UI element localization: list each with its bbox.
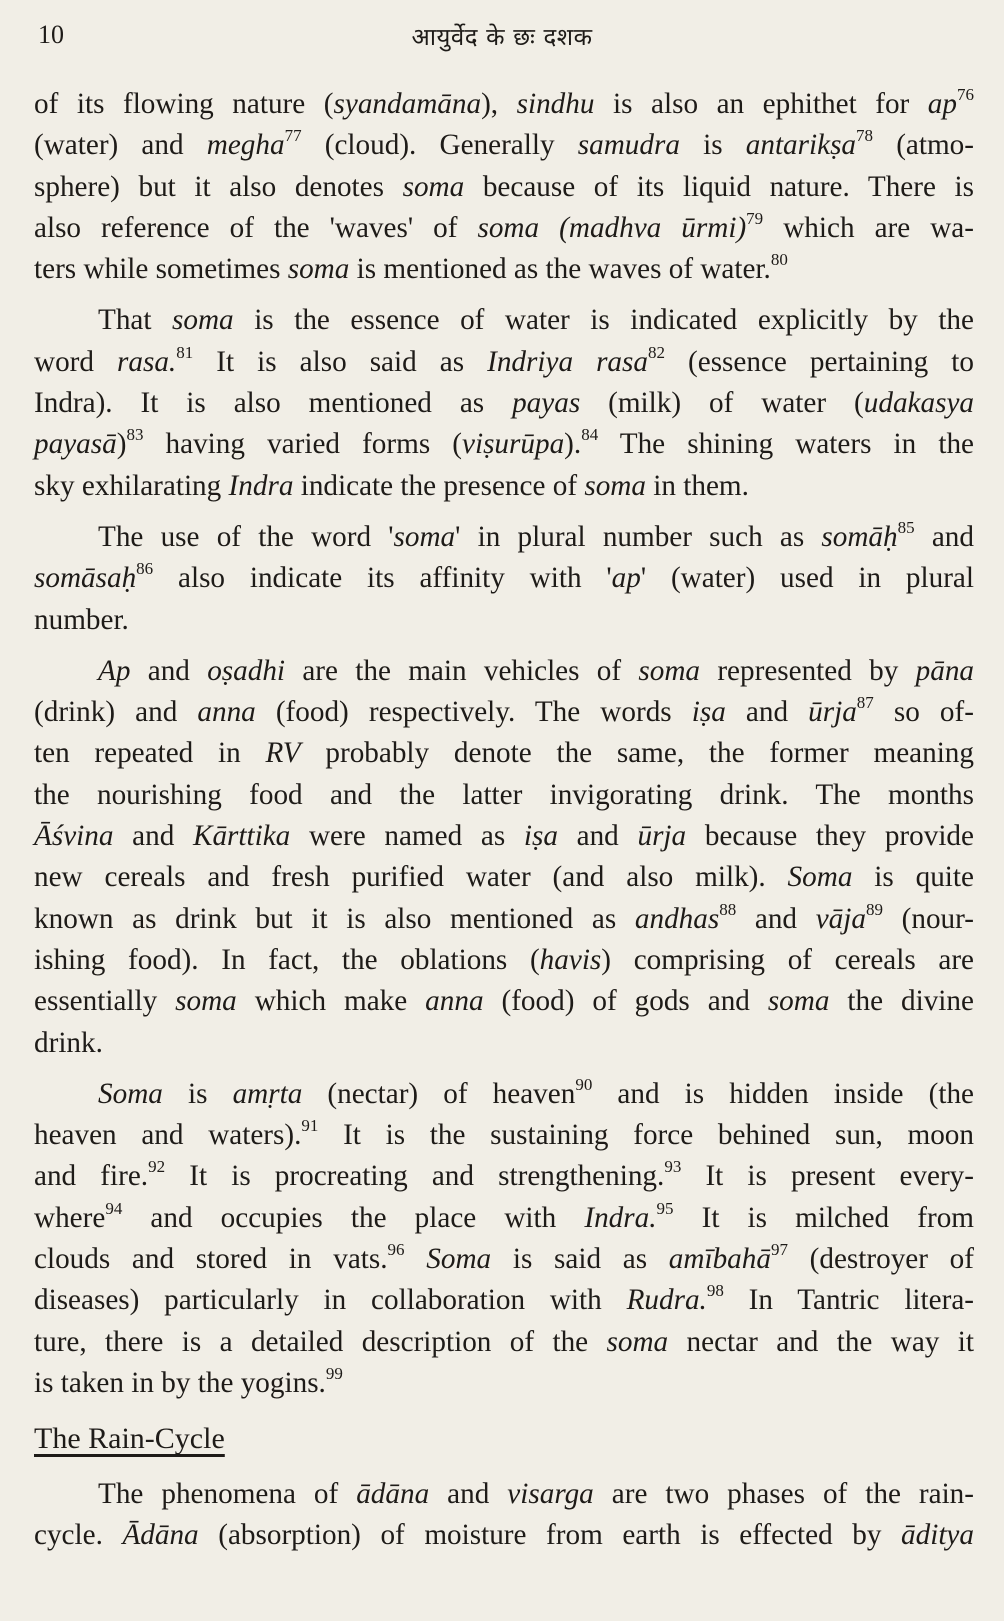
paragraph: The phenomena of ādāna and visarga are two phases of the rain- cycle. Ādāna (absorption) of moisture from earth is effected by āditya: [34, 1477, 974, 1551]
page-header: [34, 14, 970, 58]
paragraph: The use of the word 'soma' in plural number such as somāḥ$^{85}$ and somāsaḥ$^{86}$ also indicate its affinity with 'ap' (water) used in plural number.: [34, 517, 974, 636]
paragraph: That soma is the essence of water is indicated explicitly by the word rasa.$^{81}$ It is also said as Indriya rasa$^{82}$ (essence pertaining to Indra). It is also mentioned as payas (milk) of water (udakasya payasā)$^{83}$ having varied forms (viṣurūpa).$^{84}$ The shining waters in the sky exhilarating Indra indicate the presence of soma in them.: [34, 304, 974, 502]
paragraph: Ap and oṣadhi are the main vehicles of soma represented by pāna (drink) and anna (food) respectively. The words iṣa and ūrja$^{87}$ so of- ten repeated in RV probably denote the same, the former meaning the nourishing food and the latter invigorating drink. The months Āśvina and Kārttika were named as iṣa and ūrja because they provide new cereals and fresh purified water (and also milk). Soma is quite known as drink but it is also mentioned as andhas$^{88}$ and vāja$^{89}$ (nour- ishing food). In fact, the oblations (havis) comprising of cereals are essentially soma which make anna (food) of gods and soma the divine drink.: [34, 654, 974, 1059]
paragraph: of its flowing nature (syandamāna), sindhu is also an ephithet for $ap^{76}$ (water) and megha$^{77}$ (cloud). Generally samudra is antarikṣa$^{78}$ (atmo- sphere) but it also denotes soma because of its liquid nature. There is also reference of the 'waves' of soma (madhva ūrmi)$^{79}$ which are wa- ters while sometimes soma is mentioned as the waves of water.$^{80}$: [34, 85, 974, 286]
paragraph: Soma is amṛta (nectar) of heaven$^{90}$ and is hidden inside (the heaven and waters).$^{91}$ It is the sustaining force behined sun, moon and fire.$^{92}$ It is procreating and strengthening.$^{93}$ It is present every- where$^{94}$ and occupies the place with Indra.$^{95}$ It is milched from clouds and stored in vats.$^{96}$ Soma is said as amībahā$^{97}$ (destroyer of diseases) particularly in collaboration with Rudra.$^{98}$ In Tantric litera- ture, there is a detailed description of the soma nectar and the way it is taken in by the yogins.$^{99}$: [34, 1074, 974, 1399]
body-text: [34, 84, 974, 1566]
page-number: 10: [38, 20, 64, 49]
running-title: आयुर्वेद के छः दशक: [411, 23, 593, 51]
section-heading: The Rain-Cycle: [34, 1422, 225, 1456]
